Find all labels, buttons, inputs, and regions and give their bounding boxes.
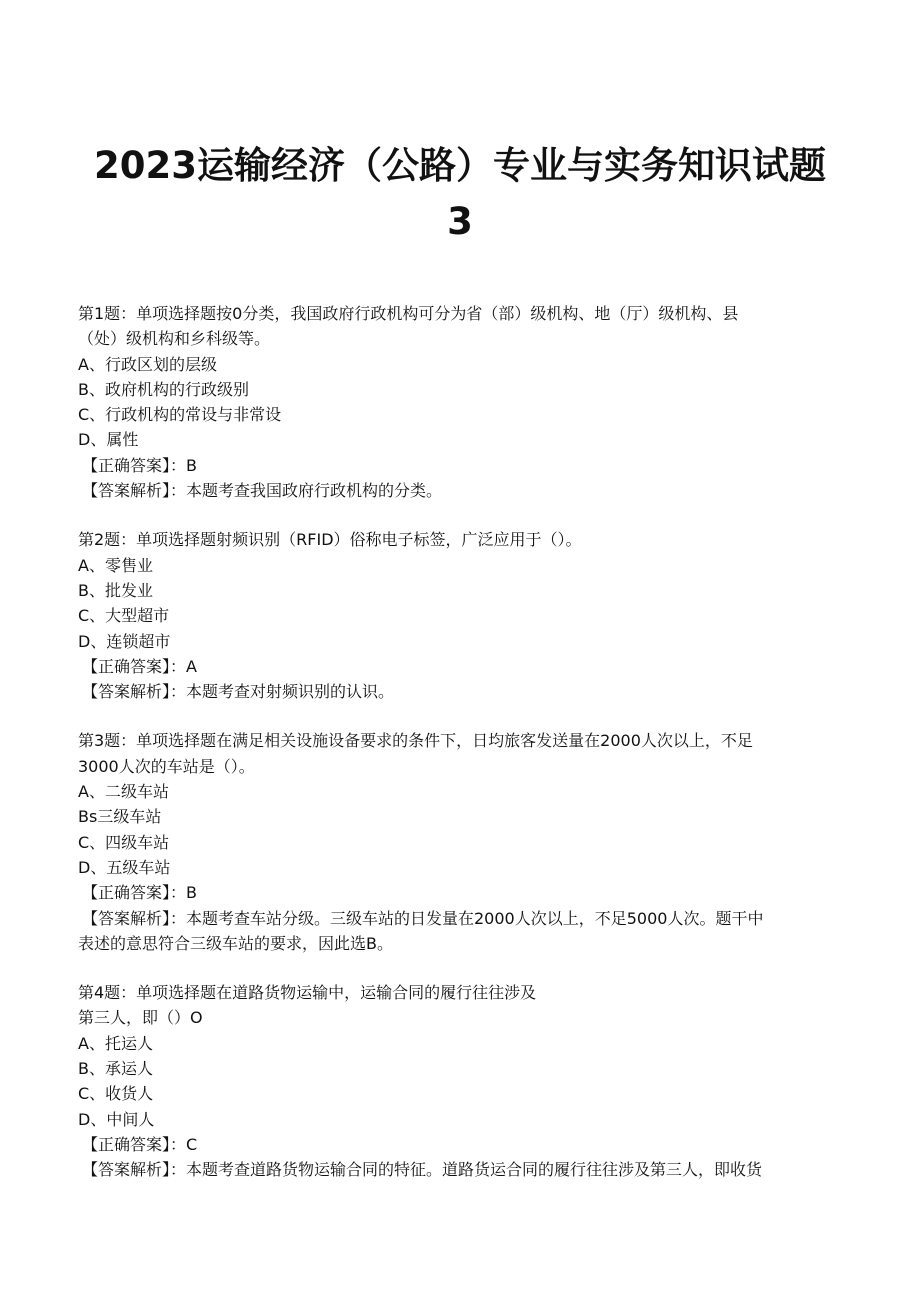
question-stem: 第4题：单项选择题在道路货物运输中，运输合同的履行往往涉及	[78, 983, 537, 1003]
option-c: C、大型超市	[78, 606, 170, 626]
option-a: A、行政区划的层级	[78, 354, 217, 374]
question-list	[78, 301, 838, 1207]
question-stem-continued: 3000人次的车站是（）。	[78, 756, 255, 776]
option-b: B、批发业	[78, 580, 153, 600]
question-stem-continued: 第三人，即（）O	[78, 1008, 203, 1028]
option-b: B、政府机构的行政级别	[78, 379, 249, 399]
option-d: D、五级车站	[78, 857, 171, 877]
option-a: A、零售业	[78, 555, 153, 575]
document-title	[60, 138, 860, 250]
option-a: A、托运人	[78, 1033, 153, 1053]
option-c: C、行政机构的常设与非常设	[78, 405, 282, 425]
answer-explanation: 【答案解析】：本题考查对射频识别的认识。	[82, 682, 395, 702]
answer-explanation: 【答案解析】：本题考查道路货物运输合同的特征。道路货运合同的履行往往涉及第三人，即收货	[82, 1160, 763, 1180]
option-d: D、属性	[78, 430, 139, 450]
question-stem: 第1题：单项选择题按0分类，我国政府行政机构可分为省（部）级机构、地（厅）级机构、县	[78, 304, 739, 323]
correct-answer: 【正确答案】：C	[82, 1134, 198, 1154]
question-2	[78, 527, 838, 704]
option-b: B、承运人	[78, 1059, 153, 1079]
question-stem: 第3题：单项选择题在满足相关设施设备要求的条件下，日均旅客发送量在2000人次以上，不足	[78, 731, 753, 751]
option-a: A、二级车站	[78, 782, 169, 802]
question-stem-continued: （处）级机构和乡科级等。	[78, 329, 271, 349]
answer-explanation: 【答案解析】：本题考查我国政府行政机构的分类。	[82, 481, 443, 501]
question-3	[78, 728, 838, 956]
title-line-1: 2023运输经济（公路）专业与实务知识试题	[94, 144, 826, 187]
question-1	[78, 301, 838, 503]
title-line-2: 3	[447, 200, 473, 243]
option-b: Bs三级车站	[78, 807, 162, 827]
answer-explanation-continued: 表述的意思符合三级车站的要求，因此选B。	[78, 933, 393, 953]
correct-answer: 【正确答案】：B	[82, 455, 197, 475]
correct-answer: 【正确答案】：B	[82, 883, 197, 903]
option-c: C、四级车站	[78, 832, 170, 852]
answer-explanation: 【答案解析】：本题考查车站分级。三级车站的日发量在2000人次以上，不足5000人次。题干中	[82, 908, 764, 928]
correct-answer: 【正确答案】：A	[82, 656, 197, 676]
option-c: C、收货人	[78, 1084, 154, 1104]
question-4	[78, 980, 838, 1182]
option-d: D、连锁超市	[78, 631, 171, 651]
question-stem: 第2题：单项选择题射频识别（RFID）俗称电子标签，广泛应用于（）。	[78, 530, 582, 550]
option-d: D、中间人	[78, 1109, 155, 1129]
